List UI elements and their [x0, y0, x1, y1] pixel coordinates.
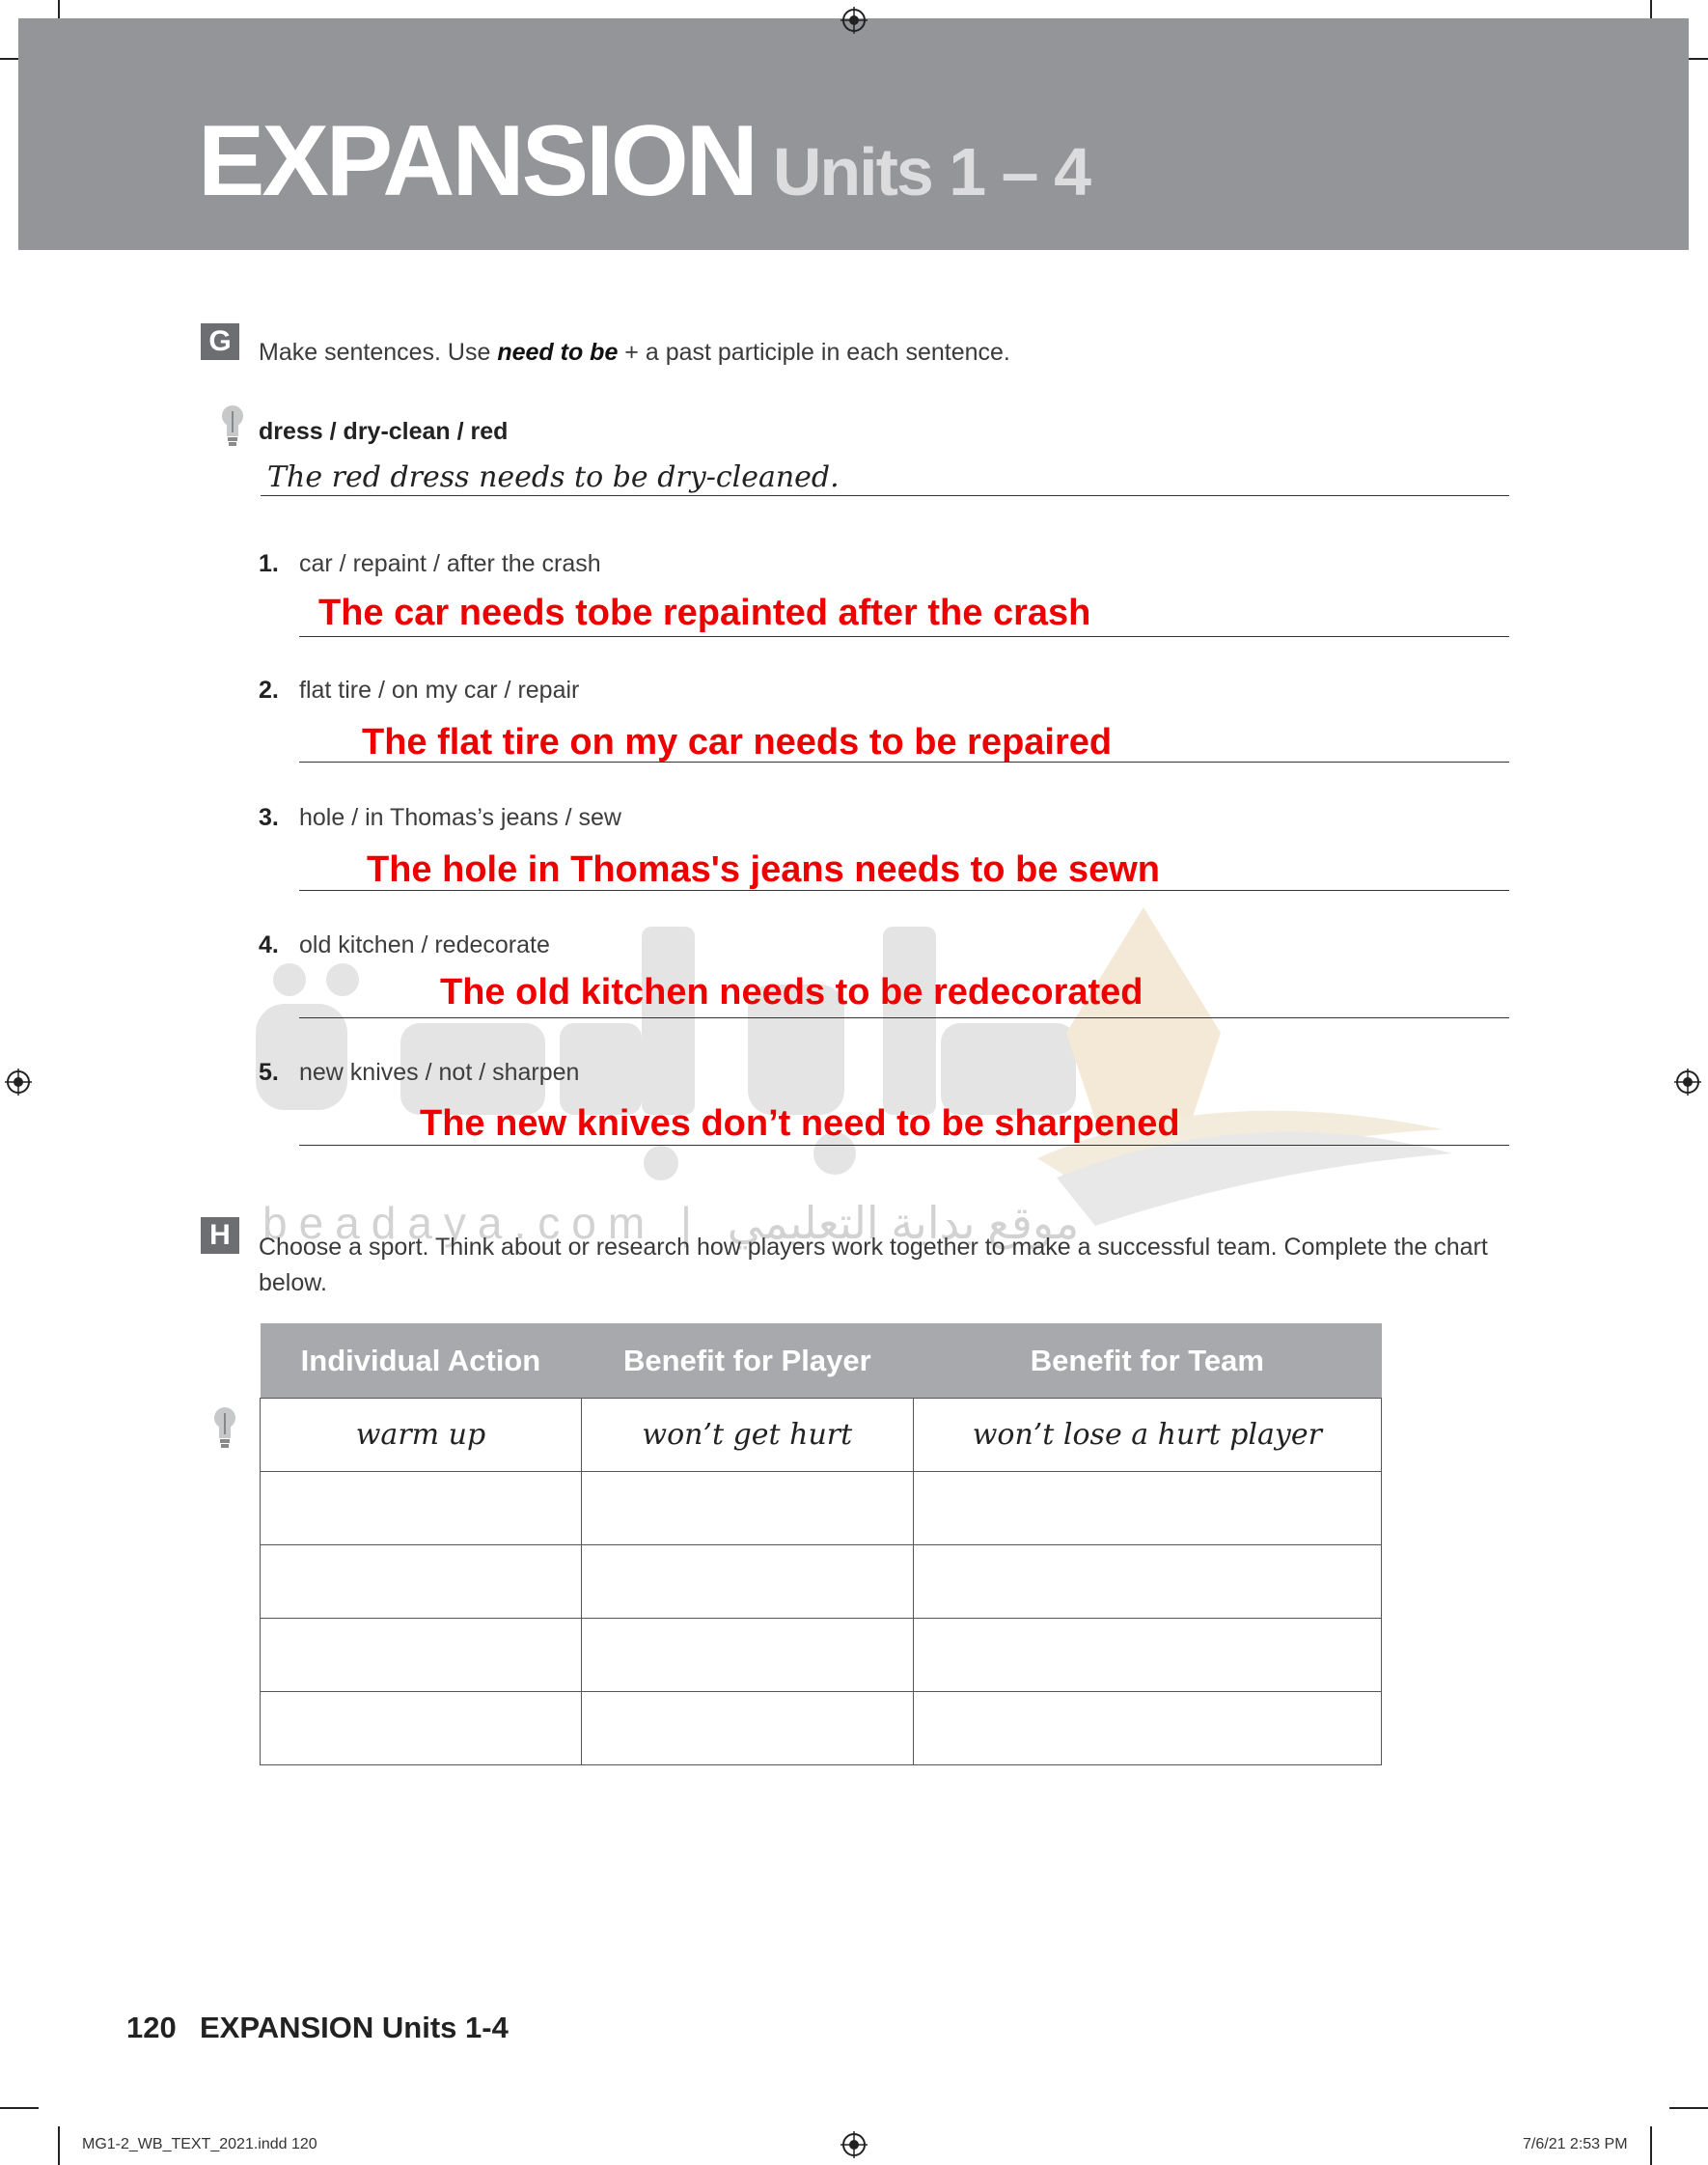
table-row	[261, 1472, 1382, 1545]
table-cell[interactable]: warm up	[261, 1399, 582, 1472]
answer-field[interactable]: The old kitchen needs to be redecorated	[440, 972, 1143, 1013]
answer-field[interactable]: The hole in Thomas's jeans needs to be sewn	[367, 849, 1161, 890]
registration-mark-icon	[840, 7, 868, 34]
crop-mark	[58, 2126, 60, 2165]
item-number: 5.	[259, 1059, 279, 1086]
registration-mark-icon	[840, 2131, 868, 2158]
footer-title: EXPANSION Units 1-4	[200, 2011, 509, 2044]
table-cell[interactable]	[581, 1692, 913, 1765]
file-slug: MG1-2_WB_TEXT_2021.indd 120	[82, 2136, 317, 2152]
table-row	[261, 1545, 1382, 1619]
page-title-main: EXPANSION	[198, 105, 756, 217]
item-prompt: hole / in Thomas’s jeans / sew	[299, 804, 621, 831]
item-prompt: old kitchen / redecorate	[299, 931, 550, 958]
section-g-badge: G	[201, 323, 239, 360]
table-cell[interactable]	[581, 1619, 913, 1692]
crop-mark	[1650, 2126, 1652, 2165]
table-cell[interactable]: won’t get hurt	[581, 1399, 913, 1472]
instruction-text: Make sentences. Use	[259, 339, 498, 366]
section-h-badge: H	[201, 1217, 239, 1254]
page-title	[198, 104, 1089, 219]
table-cell[interactable]: won’t lose a hurt player	[913, 1399, 1381, 1472]
team-chart	[260, 1323, 1382, 1765]
answer-field[interactable]: The flat tire on my car needs to be repaired	[362, 722, 1113, 763]
registration-mark-icon	[5, 1069, 32, 1096]
table-row	[261, 1692, 1382, 1765]
table-cell[interactable]	[261, 1472, 582, 1545]
answer-line	[261, 495, 1509, 496]
item-prompt: new knives / not / sharpen	[299, 1059, 580, 1086]
crop-mark	[1669, 2107, 1708, 2109]
table-cell[interactable]	[913, 1619, 1381, 1692]
registration-mark-icon	[1674, 1069, 1701, 1096]
table-cell[interactable]	[261, 1692, 582, 1765]
example-answer: The red dress needs to be dry-cleaned.	[267, 460, 840, 494]
table-header-row	[261, 1323, 1382, 1399]
item-number: 4.	[259, 931, 279, 958]
item-number: 3.	[259, 804, 279, 831]
table-cell[interactable]	[261, 1619, 582, 1692]
table-cell[interactable]	[913, 1545, 1381, 1619]
print-timestamp: 7/6/21 2:53 PM	[1523, 2136, 1628, 2152]
answer-field[interactable]: The new knives don’t need to be sharpened	[420, 1103, 1180, 1144]
table-cell[interactable]	[913, 1692, 1381, 1765]
item-number: 1.	[259, 550, 279, 577]
column-header: Benefit for Team	[913, 1323, 1381, 1399]
section-h-instruction: Choose a sport. Think about or research how players work together to make a successful team. Complete the chart below.	[259, 1234, 1488, 1296]
answer-field[interactable]: The car needs tobe repainted after the crash	[318, 593, 1091, 633]
instruction-emphasis: need to be	[497, 339, 619, 366]
page-number: 120	[126, 2011, 177, 2044]
column-header: Individual Action	[261, 1323, 582, 1399]
answer-line	[299, 1017, 1509, 1018]
column-header: Benefit for Player	[581, 1323, 913, 1399]
item-prompt: flat tire / on my car / repair	[299, 677, 580, 704]
section-g-instruction	[259, 339, 1010, 367]
page-title-sub: Units 1 – 4	[772, 134, 1089, 209]
item-number: 2.	[259, 677, 279, 704]
table-cell[interactable]	[913, 1472, 1381, 1545]
table-cell[interactable]	[581, 1472, 913, 1545]
table-row	[261, 1619, 1382, 1692]
instruction-text: + a past participle in each sentence.	[618, 339, 1010, 366]
answer-line	[299, 1145, 1509, 1146]
example-prompt: dress / dry-clean / red	[259, 418, 509, 445]
lightbulb-icon	[212, 1405, 237, 1450]
item-prompt: car / repaint / after the crash	[299, 550, 601, 577]
answer-line	[299, 762, 1509, 763]
table-row	[261, 1399, 1382, 1472]
table-cell[interactable]	[581, 1545, 913, 1619]
table-cell[interactable]	[261, 1545, 582, 1619]
answer-line	[299, 890, 1509, 891]
watermark-text: beadaya.com | موقع بداية التعليمي	[262, 1198, 1080, 1248]
crop-mark	[0, 2107, 39, 2109]
lightbulb-icon	[220, 403, 245, 448]
answer-line	[299, 636, 1509, 637]
